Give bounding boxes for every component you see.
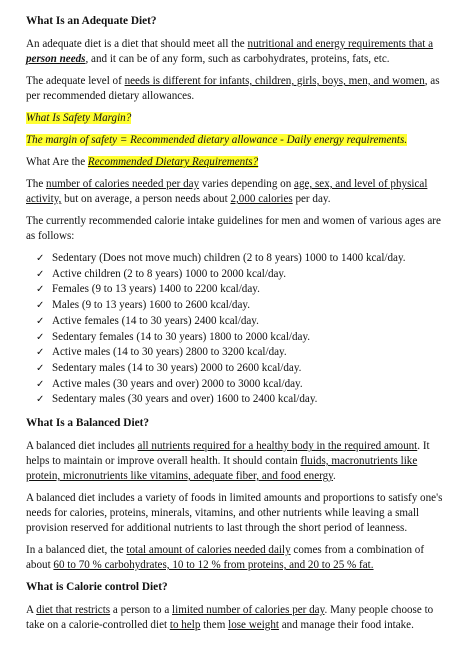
underlined-text: number of calories needed per day bbox=[46, 178, 200, 190]
underlined-text: fluids, macronutrients like protein, micronutrients like vitamins, adequate fiber, and food energy bbox=[26, 455, 418, 483]
text-run: varies depending on bbox=[199, 178, 295, 190]
emphasized-text: person needs bbox=[26, 53, 86, 65]
underlined-text: all nutrients required for a healthy body in the required amount bbox=[137, 440, 418, 453]
text-run: them bbox=[200, 619, 229, 632]
safety-margin-question bbox=[26, 111, 450, 126]
paragraph-balanced-includes bbox=[26, 439, 450, 484]
check-icon: ✓ bbox=[36, 300, 45, 312]
list-item-text: Sedentary females (14 to 30 years) 1800 to 2000 kcal/day. bbox=[52, 330, 311, 343]
check-icon: ✓ bbox=[36, 347, 45, 359]
text-run: per day. bbox=[292, 193, 331, 205]
underlined-text: 2,000 calories bbox=[230, 193, 293, 205]
text-run: . Many people choose to take on a calorie-controlled diet bbox=[26, 604, 434, 632]
underlined-text: total amount of calories needed daily bbox=[126, 544, 291, 557]
paragraph-adequate-definition bbox=[26, 37, 450, 67]
list-item-text: Females (9 to 13 years) 1400 to 2200 kcal/day. bbox=[52, 283, 260, 296]
text-run: A bbox=[26, 604, 37, 617]
text-run: An adequate diet is a diet that should meet all the bbox=[26, 38, 248, 50]
paragraph-balanced-variety: A balanced diet includes a variety of foods in limited amounts and proportions to satisfy one's needs for calories, proteins, minerals, vitamins, and other nutrients while leaving a small provision reserved for additional nutrients to last through the short period of leanness. bbox=[26, 492, 443, 535]
paragraph-calorie-control bbox=[26, 603, 450, 633]
heading-calorie-control-diet: What is Calorie control Diet? bbox=[26, 581, 168, 594]
heading-adequate-diet: What Is an Adequate Diet? bbox=[26, 15, 157, 27]
text-run: A balanced diet includes bbox=[26, 440, 138, 453]
heading-balanced-diet: What Is a Balanced Diet? bbox=[26, 417, 150, 430]
list-item-text: Active females (14 to 30 years) 2400 kcal/day. bbox=[52, 314, 259, 327]
list-item-text: Males (9 to 13 years) 1600 to 2600 kcal/day. bbox=[52, 299, 250, 312]
highlighted-text: The margin of safety = Recommended dietary allowance - Daily energy requirements. bbox=[26, 134, 408, 146]
list-item-text: Sedentary males (30 years and over) 1600 to 2400 kcal/day. bbox=[52, 393, 318, 406]
text-run: In a balanced diet, the bbox=[26, 544, 127, 557]
highlighted-text: Recommended Dietary Requirements? bbox=[87, 156, 259, 168]
list-item bbox=[36, 392, 450, 408]
list-item bbox=[36, 267, 450, 283]
highlighted-text: What Is Safety Margin? bbox=[26, 112, 132, 124]
paragraph-adequate-level bbox=[26, 74, 450, 104]
list-item bbox=[36, 282, 450, 298]
text-run: comes from a combination of about bbox=[26, 544, 425, 572]
list-item bbox=[36, 345, 450, 361]
text-run: The adequate level of bbox=[26, 75, 125, 87]
list-item bbox=[36, 361, 450, 377]
list-item-text: Sedentary males (14 to 30 years) 2000 to 2600 kcal/day. bbox=[52, 361, 302, 374]
list-item bbox=[36, 330, 450, 346]
text-run: . It helps to maintain or improve overall health. It should contain bbox=[26, 440, 430, 468]
check-icon: ✓ bbox=[36, 394, 45, 406]
paragraph-balanced-calories bbox=[26, 543, 450, 573]
check-icon: ✓ bbox=[36, 253, 45, 264]
text-run: What Are the bbox=[26, 156, 88, 168]
list-item-text: Sedentary (Does not move much) children (2 to 8 years) 1000 to 1400 kcal/day. bbox=[52, 252, 406, 264]
check-icon: ✓ bbox=[36, 315, 45, 327]
paragraph-guidelines-intro: The currently recommended calorie intake guidelines for men and women of various ages are as follows: bbox=[26, 215, 441, 242]
check-icon: ✓ bbox=[36, 378, 45, 390]
check-icon: ✓ bbox=[36, 284, 45, 296]
text-run: , and it can be of any form, such as carbohydrates, proteins, fats, etc. bbox=[85, 53, 390, 65]
list-item bbox=[36, 377, 450, 393]
check-icon: ✓ bbox=[36, 331, 45, 343]
text-run: The bbox=[26, 178, 47, 190]
underlined-text: 60 to 70 % carbohydrates, 10 to 12 % from proteins, and 20 to 25 % fat. bbox=[53, 559, 374, 572]
list-item bbox=[36, 314, 450, 330]
safety-margin-answer bbox=[26, 133, 450, 148]
underlined-text: needs is different for infants, children, girls, boys, men, and women bbox=[124, 75, 425, 87]
text-run: and manage their food intake. bbox=[278, 619, 414, 632]
list-item-text: Active children (2 to 8 years) 1000 to 2000 kcal/day. bbox=[52, 267, 287, 280]
underlined-text: limited number of calories per day bbox=[172, 604, 325, 617]
paragraph-calories-needed bbox=[26, 177, 450, 207]
check-icon: ✓ bbox=[36, 268, 45, 280]
underlined-text: diet that restricts bbox=[36, 604, 111, 617]
text-run: . bbox=[333, 470, 336, 483]
underlined-text: to help bbox=[169, 619, 201, 632]
list-item bbox=[36, 251, 450, 267]
recommended-requirements-question bbox=[26, 155, 450, 170]
list-item bbox=[36, 298, 450, 314]
list-item-text: Active males (14 to 30 years) 2800 to 3200 kcal/day. bbox=[52, 346, 287, 359]
underlined-text: age, sex, and level of physical activity, bbox=[26, 178, 428, 205]
underlined-text: nutritional and energy requirements that a bbox=[247, 38, 434, 50]
underlined-text: lose weight bbox=[228, 619, 279, 632]
text-run: a person to a bbox=[110, 604, 173, 617]
text-run: but on average, a person needs about bbox=[61, 193, 231, 205]
guidelines-list bbox=[36, 251, 450, 408]
text-run: , as per recommended dietary allowances. bbox=[26, 75, 440, 102]
check-icon: ✓ bbox=[36, 362, 45, 374]
list-item-text: Active males (30 years and over) 2000 to 3000 kcal/day. bbox=[52, 377, 303, 390]
